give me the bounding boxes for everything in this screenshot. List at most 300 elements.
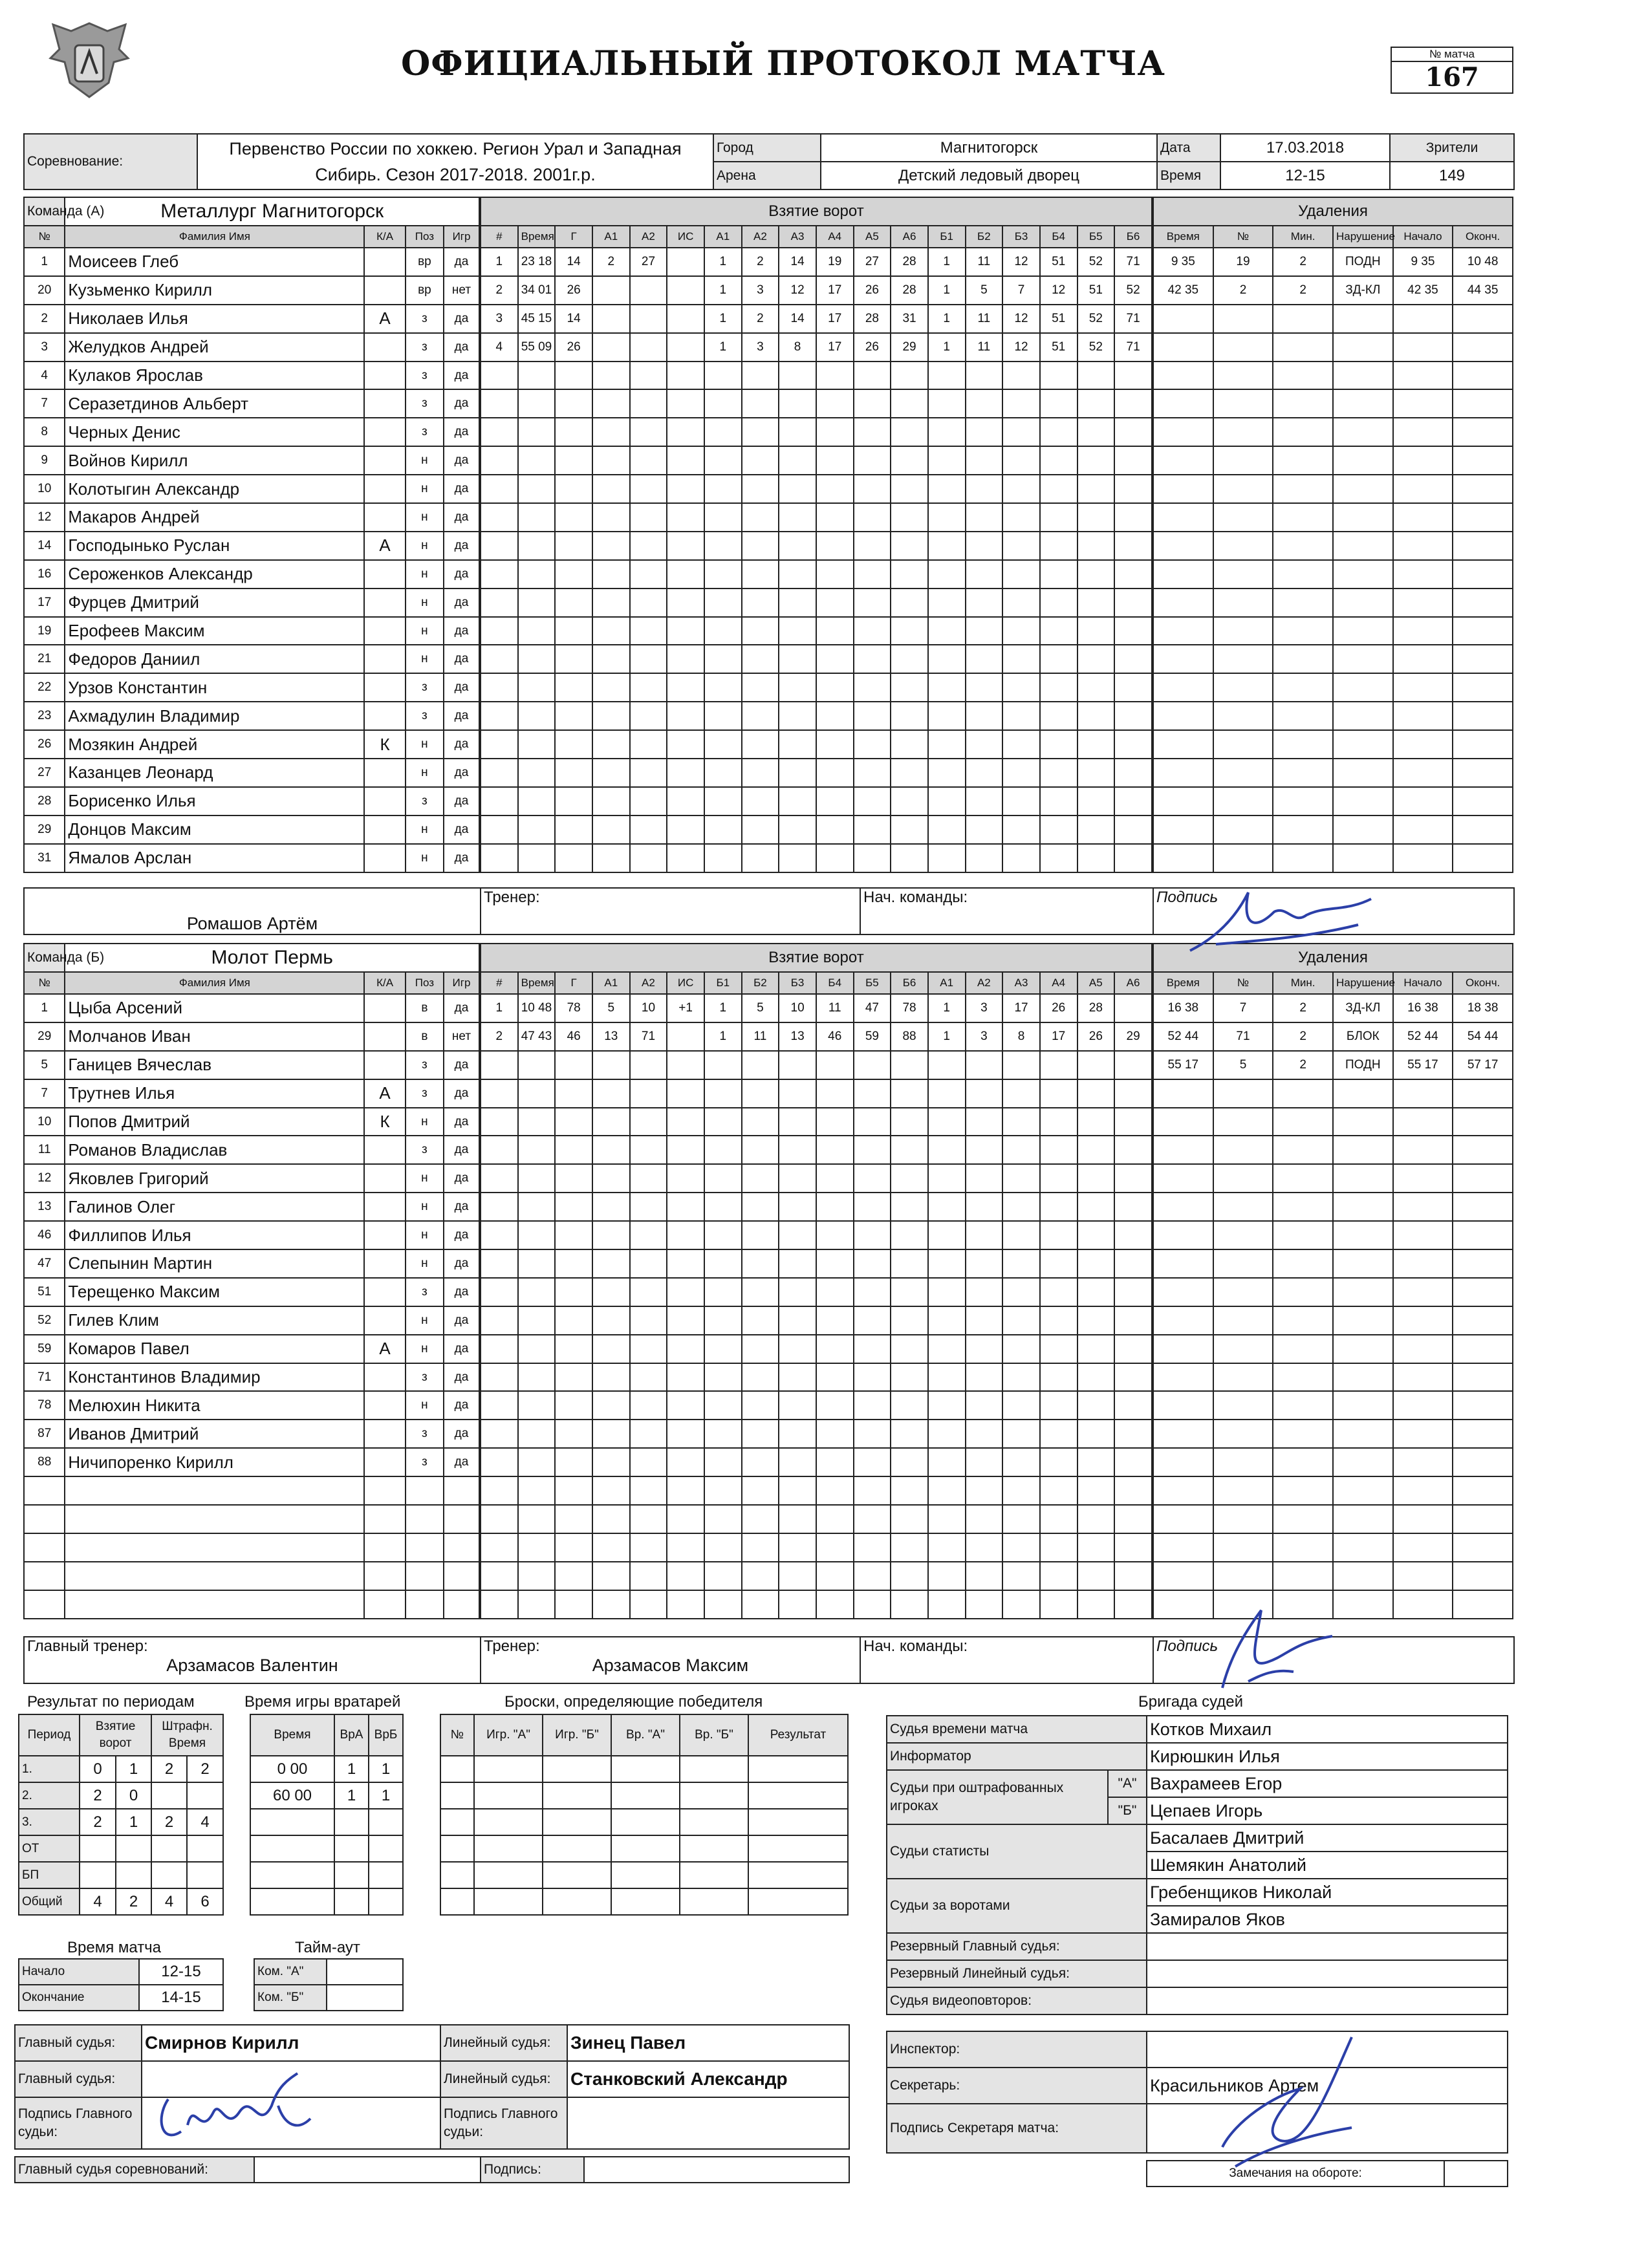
penalty-cell: 9 35 <box>1393 248 1453 276</box>
date-value: 17.03.2018 <box>1220 134 1390 162</box>
penalty-cell <box>1273 1249 1333 1278</box>
roster-row <box>24 276 479 305</box>
goal-cell: 46 <box>555 1022 592 1051</box>
goal-cell <box>704 645 742 673</box>
roster-row <box>24 1448 479 1476</box>
goal-cell <box>928 1079 966 1108</box>
penalty-cell: 9 35 <box>1153 248 1213 276</box>
goal-cell <box>742 1136 779 1164</box>
goal-cell <box>630 1249 667 1278</box>
roster-row <box>24 1562 479 1590</box>
goal-cell: 1 <box>704 305 742 333</box>
goal-cell <box>891 730 928 759</box>
goal-cell <box>481 560 518 589</box>
goal-cell <box>816 389 854 418</box>
penalty-cell <box>1333 787 1393 815</box>
penalty-cell <box>1213 362 1273 390</box>
goal-cell <box>1077 1079 1115 1108</box>
period-goals-a: 4 <box>80 1888 116 1915</box>
goal-cell <box>518 759 556 787</box>
penalty-cell <box>1153 673 1213 702</box>
penalty-cell <box>1213 333 1273 362</box>
goal-cell <box>891 759 928 787</box>
goal-cell: 5 <box>966 276 1003 305</box>
roster-team-row <box>24 197 479 226</box>
player-name: Константинов Владимир <box>65 1363 364 1392</box>
goals-title-row <box>481 197 1152 226</box>
penalty-row <box>1153 1278 1513 1306</box>
match-start: 12-15 <box>139 1959 223 1985</box>
team-a-team-label: Команда (А) <box>24 197 65 226</box>
player-name: Галинов Олег <box>65 1193 364 1221</box>
date-label: Дата <box>1157 134 1220 162</box>
goalie-b <box>369 1888 403 1915</box>
goal-cell <box>667 1335 704 1363</box>
pen-header-3: Нарушение <box>1333 972 1393 994</box>
goal-cell <box>891 787 928 815</box>
goal-cell <box>704 673 742 702</box>
goal-cell <box>928 1505 966 1533</box>
penalty-row <box>1153 1051 1513 1079</box>
period-pim-b: 4 <box>187 1809 223 1835</box>
penalty-cell: 2 <box>1273 994 1333 1022</box>
goal-row <box>481 844 1152 872</box>
player-played: да <box>444 1193 479 1221</box>
timeout-title: Тайм-аут <box>295 1939 360 1956</box>
goalie-time-header-a: ВрА <box>334 1714 369 1756</box>
goal-cell <box>1114 1420 1152 1448</box>
goal-cell <box>928 645 966 673</box>
crew-goal-1: Гребенщиков Николай <box>1147 1879 1508 1906</box>
period-name: 3. <box>19 1809 80 1835</box>
player-number: 46 <box>24 1221 65 1249</box>
goal-cell <box>1040 702 1077 730</box>
goal-cell <box>891 1335 928 1363</box>
player-number: 8 <box>24 418 65 446</box>
goal-cell: 88 <box>891 1022 928 1051</box>
player-position: н <box>406 759 444 787</box>
penalty-cell <box>1393 1108 1453 1136</box>
shootout-table <box>440 1714 849 1916</box>
goal-cell <box>1077 1590 1115 1619</box>
penalty-cell <box>1153 787 1213 815</box>
penalty-cell <box>1153 1363 1213 1392</box>
player-name: Ничипоренко Кирилл <box>65 1448 364 1476</box>
goal-cell <box>966 1590 1003 1619</box>
player-name: Молчанов Иван <box>65 1022 364 1051</box>
goal-cell <box>779 1079 816 1108</box>
goal-row <box>481 1363 1152 1392</box>
penalty-row <box>1153 1306 1513 1335</box>
goal-cell <box>928 1562 966 1590</box>
player-played: нет <box>444 1022 479 1051</box>
goal-cell <box>891 1306 928 1335</box>
goal-cell <box>816 1391 854 1420</box>
period-pim-a: 2 <box>151 1756 187 1782</box>
roster-row <box>24 673 479 702</box>
goal-cell: 5 <box>742 994 779 1022</box>
goal-cell <box>667 645 704 673</box>
crew-reserve-main-label: Резервный Главный судья: <box>887 1933 1147 1960</box>
goal-cell: 51 <box>1077 276 1115 305</box>
player-name <box>65 1562 364 1590</box>
comp-ref-label: Главный судья соревнований: <box>15 2157 254 2183</box>
penalty-cell <box>1453 1533 1513 1562</box>
penalty-cell <box>1333 673 1393 702</box>
period-row <box>19 1888 223 1915</box>
goal-cell <box>779 560 816 589</box>
penalty-cell: ПОДН <box>1333 248 1393 276</box>
player-name: Урзов Константин <box>65 673 364 702</box>
goal-cell <box>1114 1051 1152 1079</box>
goal-cell <box>518 532 556 560</box>
goal-cell <box>816 1221 854 1249</box>
goal-cell <box>555 503 592 532</box>
player-played: да <box>444 1221 479 1249</box>
goal-cell <box>592 787 630 815</box>
player-role <box>364 1420 405 1448</box>
player-number: 16 <box>24 560 65 589</box>
penalty-cell <box>1453 730 1513 759</box>
goal-cell <box>779 1221 816 1249</box>
goal-cell <box>1040 418 1077 446</box>
goal-cell: 1 <box>928 333 966 362</box>
goal-cell <box>1002 1136 1040 1164</box>
goal-cell <box>630 759 667 787</box>
goal-cell <box>779 1278 816 1306</box>
goal-cell <box>555 702 592 730</box>
goal-cell <box>854 1164 891 1193</box>
goal-cell: 52 <box>1114 276 1152 305</box>
penalty-cell <box>1393 1335 1453 1363</box>
timeout-table <box>254 1958 404 2011</box>
goal-cell <box>481 1051 518 1079</box>
goal-cell <box>742 645 779 673</box>
goal-cell <box>891 1051 928 1079</box>
goal-cell <box>1077 1249 1115 1278</box>
goal-cell <box>1114 1164 1152 1193</box>
goal-cell: 4 <box>481 333 518 362</box>
player-role <box>364 1363 405 1392</box>
penalty-cell: 5 <box>1213 1051 1273 1079</box>
player-number: 29 <box>24 815 65 844</box>
periods-header-penalties: Штрафн. Время <box>151 1714 223 1756</box>
goal-cell <box>742 532 779 560</box>
goals-header-14: А3 <box>1002 972 1040 994</box>
goal-cell <box>481 1278 518 1306</box>
goal-cell <box>481 617 518 645</box>
period-name: ОТ <box>19 1835 80 1862</box>
goal-cell <box>966 1108 1003 1136</box>
goal-cell: 1 <box>928 994 966 1022</box>
player-position: н <box>406 503 444 532</box>
goal-cell <box>481 362 518 390</box>
goal-cell <box>779 1391 816 1420</box>
shootout-cell <box>440 1756 474 1782</box>
penalty-cell <box>1213 1079 1273 1108</box>
shootout-cell <box>748 1782 848 1809</box>
goalie-a <box>334 1862 369 1888</box>
goal-cell <box>555 1476 592 1505</box>
crew-stats-2: Шемякин Анатолий <box>1147 1852 1508 1879</box>
period-goals-a <box>80 1862 116 1888</box>
goal-cell <box>481 1590 518 1619</box>
goal-cell <box>779 362 816 390</box>
goal-cell <box>555 532 592 560</box>
penalty-cell <box>1213 1448 1273 1476</box>
penalty-cell <box>1333 759 1393 787</box>
goal-cell <box>779 1136 816 1164</box>
penalty-cell <box>1393 1476 1453 1505</box>
player-name: Николаев Илья <box>65 305 364 333</box>
penalty-cell <box>1393 1448 1453 1476</box>
player-position: н <box>406 815 444 844</box>
goal-cell <box>1114 1193 1152 1221</box>
period-name: БП <box>19 1862 80 1888</box>
goal-cell: 28 <box>854 305 891 333</box>
goal-cell <box>1002 1221 1040 1249</box>
player-position: н <box>406 1249 444 1278</box>
goal-cell <box>630 1221 667 1249</box>
goal-cell <box>592 362 630 390</box>
penalty-cell <box>1273 787 1333 815</box>
player-position: з <box>406 1051 444 1079</box>
penalty-row <box>1153 730 1513 759</box>
goal-cell <box>704 1136 742 1164</box>
goal-cell <box>592 305 630 333</box>
penalty-cell <box>1153 815 1213 844</box>
player-position <box>406 1590 444 1619</box>
goal-cell <box>630 1335 667 1363</box>
team-a-penalties <box>1153 197 1513 873</box>
goal-row <box>481 1306 1152 1335</box>
period-pim-b <box>187 1835 223 1862</box>
roster-header-2: К/А <box>364 226 405 248</box>
player-position: з <box>406 362 444 390</box>
shootout-cell <box>611 1862 680 1888</box>
penalty-cell <box>1213 1221 1273 1249</box>
shootout-header-player-b: Игр. "Б" <box>543 1714 611 1756</box>
player-number <box>24 1533 65 1562</box>
periods-header-period: Период <box>19 1714 80 1756</box>
penalty-cell <box>1333 645 1393 673</box>
penalty-cell <box>1453 418 1513 446</box>
player-name: Мелюхин Никита <box>65 1391 364 1420</box>
goal-cell <box>816 1420 854 1448</box>
goal-cell: 27 <box>854 248 891 276</box>
goals-header-6: А1 <box>704 226 742 248</box>
player-played: да <box>444 589 479 617</box>
goal-cell: 31 <box>891 305 928 333</box>
goal-cell <box>1077 617 1115 645</box>
goal-cell <box>1002 1562 1040 1590</box>
goal-cell <box>1114 503 1152 532</box>
goal-cell <box>1077 1278 1115 1306</box>
goal-cell <box>966 1391 1003 1420</box>
goalie-b: 1 <box>369 1756 403 1782</box>
goal-cell: 17 <box>1002 994 1040 1022</box>
goal-cell <box>1002 1335 1040 1363</box>
goal-cell <box>518 1051 556 1079</box>
goal-cell <box>630 1306 667 1335</box>
goal-cell <box>1002 1278 1040 1306</box>
goal-row <box>481 418 1152 446</box>
goalie-time-table <box>250 1714 404 1916</box>
goal-cell <box>518 1420 556 1448</box>
player-number: 20 <box>24 276 65 305</box>
penalty-cell <box>1153 759 1213 787</box>
goal-cell <box>555 1335 592 1363</box>
goal-cell <box>1040 1590 1077 1619</box>
player-position: н <box>406 617 444 645</box>
comp-ref-sign-label: Подпись: <box>481 2157 584 2183</box>
roster-row <box>24 1278 479 1306</box>
goalie-time <box>250 1809 334 1835</box>
goal-cell <box>779 673 816 702</box>
player-role <box>364 1022 405 1051</box>
penalty-cell <box>1273 1136 1333 1164</box>
goal-cell <box>518 1278 556 1306</box>
team-b-goals <box>480 943 1153 1619</box>
player-number: 17 <box>24 589 65 617</box>
goal-cell: 3 <box>742 276 779 305</box>
goal-cell <box>1040 1335 1077 1363</box>
player-name: Кулаков Ярослав <box>65 362 364 390</box>
player-role <box>364 475 405 503</box>
goal-cell: 10 <box>630 994 667 1022</box>
goal-cell <box>592 1590 630 1619</box>
goal-cell: 71 <box>1114 248 1152 276</box>
goal-cell <box>667 1590 704 1619</box>
roster-header-row <box>24 226 479 248</box>
goal-row <box>481 1505 1152 1533</box>
roster-row <box>24 617 479 645</box>
goal-cell <box>1114 418 1152 446</box>
goal-cell <box>742 560 779 589</box>
goal-cell <box>1114 844 1152 872</box>
goalie-b <box>369 1809 403 1835</box>
penalty-cell <box>1273 1505 1333 1533</box>
goal-cell <box>779 1562 816 1590</box>
penalty-cell <box>1393 759 1453 787</box>
roster-row <box>24 503 479 532</box>
player-name: Господынько Руслан <box>65 532 364 560</box>
player-name <box>65 1505 364 1533</box>
main-ref-label-2: Главный судья: <box>15 2061 142 2097</box>
player-role <box>364 560 405 589</box>
goal-cell <box>854 1079 891 1108</box>
player-position: н <box>406 1164 444 1193</box>
player-played: да <box>444 446 479 475</box>
goals-header-3: А1 <box>592 972 630 994</box>
goal-cell <box>816 418 854 446</box>
team-b-head-coach: Арзамасов Валентин <box>166 1656 338 1675</box>
player-role: К <box>364 730 405 759</box>
player-number: 71 <box>24 1363 65 1392</box>
goal-cell <box>630 560 667 589</box>
player-position: вр <box>406 276 444 305</box>
shootout-cell <box>440 1888 474 1915</box>
periods-table <box>18 1714 224 1916</box>
penalty-cell <box>1333 589 1393 617</box>
player-role <box>364 1249 405 1278</box>
line-ref-label-1: Линейный судья: <box>440 2025 567 2061</box>
goal-cell <box>630 1590 667 1619</box>
penalty-cell <box>1213 1420 1273 1448</box>
goal-cell <box>555 1136 592 1164</box>
penalty-cell <box>1453 1136 1513 1164</box>
goal-cell <box>966 446 1003 475</box>
player-played: да <box>444 1420 479 1448</box>
goal-cell <box>779 1164 816 1193</box>
penalty-cell: 44 35 <box>1453 276 1513 305</box>
player-role <box>364 503 405 532</box>
player-number: 13 <box>24 1193 65 1221</box>
goal-cell <box>592 532 630 560</box>
player-played: да <box>444 475 479 503</box>
goal-cell <box>779 844 816 872</box>
goal-cell <box>1077 1306 1115 1335</box>
secretary-label: Секретарь: <box>887 2068 1147 2104</box>
goal-cell <box>630 1136 667 1164</box>
main-ref-1: Смирнов Кирилл <box>142 2025 440 2061</box>
goalie-time-header-b: ВрБ <box>369 1714 403 1756</box>
goal-cell <box>630 418 667 446</box>
goal-cell <box>742 1221 779 1249</box>
shootout-cell <box>440 1835 474 1862</box>
goal-cell <box>555 1562 592 1590</box>
goal-cell <box>966 418 1003 446</box>
goal-cell <box>816 787 854 815</box>
player-played: да <box>444 1136 479 1164</box>
goal-cell <box>891 1391 928 1420</box>
goal-cell <box>555 418 592 446</box>
roster-row <box>24 532 479 560</box>
penalty-cell <box>1333 1448 1393 1476</box>
goal-cell: 2 <box>592 248 630 276</box>
penalty-cell <box>1153 418 1213 446</box>
goal-cell <box>555 730 592 759</box>
penalty-cell <box>1213 1505 1273 1533</box>
goal-cell <box>667 1108 704 1136</box>
goals-header-16: Б5 <box>1077 226 1115 248</box>
goal-cell <box>1040 589 1077 617</box>
roster-row <box>24 1136 479 1164</box>
goal-cell <box>966 589 1003 617</box>
goal-cell: 51 <box>1040 248 1077 276</box>
goal-cell <box>742 1448 779 1476</box>
goal-cell <box>518 362 556 390</box>
player-position: н <box>406 1306 444 1335</box>
goal-cell: 52 <box>1077 333 1115 362</box>
roster-row <box>24 815 479 844</box>
goal-cell <box>816 475 854 503</box>
goal-cell <box>816 1079 854 1108</box>
player-position: н <box>406 475 444 503</box>
spectators-label: Зрители <box>1390 134 1514 162</box>
penalty-cell: 52 44 <box>1393 1022 1453 1051</box>
pen-header-4: Начало <box>1393 226 1453 248</box>
goal-cell <box>518 1306 556 1335</box>
goal-cell <box>966 1562 1003 1590</box>
player-role <box>364 1051 405 1079</box>
goal-cell <box>518 1562 556 1590</box>
player-name: Донцов Максим <box>65 815 364 844</box>
goal-cell <box>481 532 518 560</box>
penalty-cell <box>1153 333 1213 362</box>
goal-cell <box>1077 389 1115 418</box>
goal-cell <box>704 759 742 787</box>
